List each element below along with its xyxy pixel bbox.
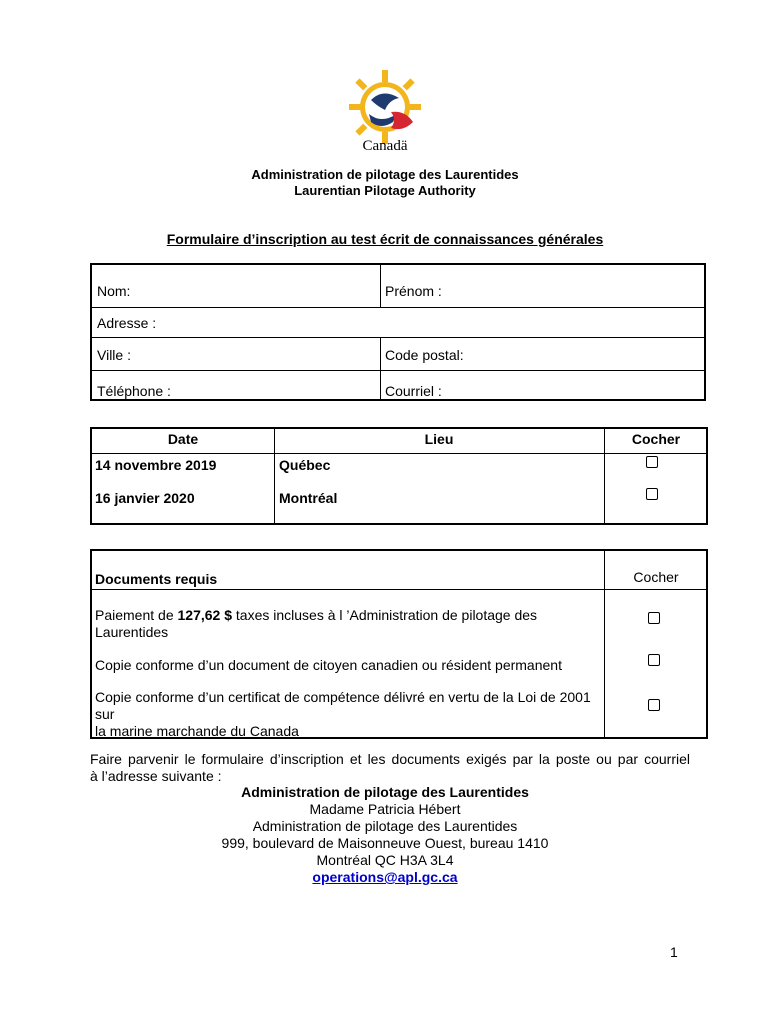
session-lieu-1: Québec xyxy=(279,457,331,473)
mailing-address xyxy=(0,784,770,886)
session-date-2: 16 janvier 2020 xyxy=(95,490,195,506)
session-header-cocher: Cocher xyxy=(631,431,681,447)
address-org-bold: Administration de pilotage des Laurentides xyxy=(241,784,529,800)
code-postal-field[interactable]: Code postal: xyxy=(385,347,464,363)
identity-table xyxy=(90,263,706,401)
documents-table xyxy=(90,549,708,739)
session-checkbox-1[interactable] xyxy=(646,456,658,468)
instructions-line-2: à l’adresse suivante : xyxy=(90,768,222,784)
page-number: 1 xyxy=(670,944,678,960)
document-item-payment: Paiement de 127,62 $ taxes incluses à l ’Administration de pilotage des Laurentides xyxy=(95,607,538,640)
instructions xyxy=(90,751,690,785)
address-name: Madame Patricia Hébert xyxy=(309,801,461,817)
document-item-citizenship: Copie conforme d’un document de citoyen canadien ou résident permanent xyxy=(95,657,562,673)
address-street: 999, boulevard de Maisonneuve Ouest, bureau 1410 xyxy=(221,835,549,851)
form-title: Formulaire d’inscription au test écrit de connaissances générales xyxy=(166,231,604,247)
session-table xyxy=(90,427,708,525)
telephone-field[interactable]: Téléphone : xyxy=(97,383,171,399)
session-header-date: Date xyxy=(167,431,199,447)
adresse-field[interactable]: Adresse : xyxy=(97,315,157,331)
document-checkbox-payment[interactable] xyxy=(648,612,660,624)
address-city: Montréal QC H3A 3L4 xyxy=(316,852,454,868)
canada-wordmark: Canadä xyxy=(362,138,408,154)
session-date-1: 14 novembre 2019 xyxy=(95,457,217,473)
courriel-field[interactable]: Courriel : xyxy=(385,383,442,399)
instructions-line-1: Faire parvenir le formulaire d’inscription et les documents exigés par la poste ou par courriel xyxy=(90,751,690,767)
documents-header: Documents requis xyxy=(95,571,218,587)
prenom-field[interactable]: Prénom : xyxy=(385,283,442,299)
nom-field[interactable]: Nom: xyxy=(97,283,131,299)
session-header-lieu: Lieu xyxy=(424,431,454,447)
email-link[interactable]: operations@apl.gc.ca xyxy=(312,869,458,885)
documents-header-cocher: Cocher xyxy=(633,569,679,585)
org-name-fr: Administration de pilotage des Laurentides xyxy=(251,167,519,182)
document-item-certificate: Copie conforme d’un certificat de compétence délivré en vertu de la Loi de 2001 sur la marine marchande du Canada xyxy=(95,689,591,739)
session-lieu-2: Montréal xyxy=(279,490,338,506)
document-checkbox-citizenship[interactable] xyxy=(648,654,660,666)
org-name-en: Laurentian Pilotage Authority xyxy=(294,183,476,198)
ship-wheel-emblem-icon xyxy=(345,70,425,145)
payment-amount: 127,62 $ xyxy=(177,607,232,623)
document-checkbox-certificate[interactable] xyxy=(648,699,660,711)
address-org: Administration de pilotage des Laurentides xyxy=(252,818,518,834)
session-checkbox-2[interactable] xyxy=(646,488,658,500)
ville-field[interactable]: Ville : xyxy=(97,347,131,363)
